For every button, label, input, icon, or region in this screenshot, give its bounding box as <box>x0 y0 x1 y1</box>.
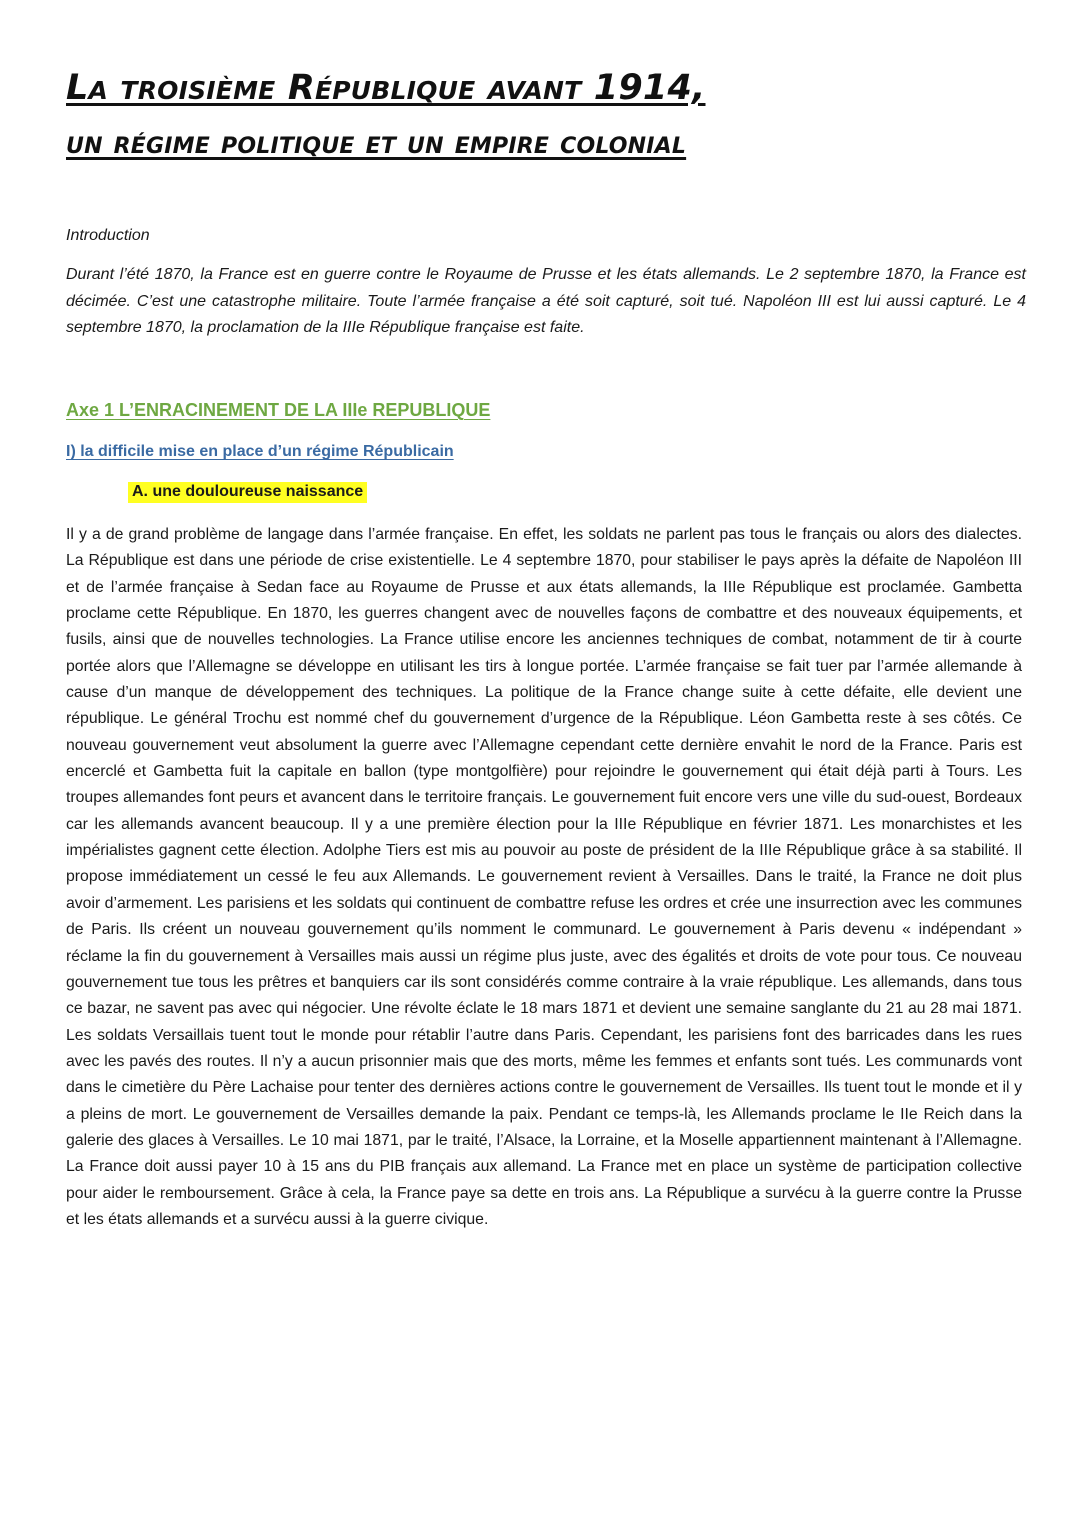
body-paragraph: Il y a de grand problème de langage dans l’armée française. En effet, les soldats ne parlent pas tous le français ou alors des dialectes. La République est dans une période de crise existentielle. Le 4 septembre 1870, pour stabiliser le pays après la défaite de Napoléon III et de l’armée française à Sedan face au Royaume de Prusse et aux états allemands, la IIIe République est proclamée. Gambetta proclame cette République. En 1870, les guerres changent avec de nouvelles façons de combattre et des nouveaux équipements, et fusils, ainsi que de nouvelles technologies. La France utilise encore les anciennes techniques de combat, notamment de tir à courte portée alors que l’Allemagne se développe en utilisant les tirs à longue portée. L’armée française se fait tuer par l’armée allemande à cause d’un manque de développement des techniques. La politique de la France change suite à cette défaite, elle devient une république. Le général Trochu est nommé chef du gouvernement d’urgence de la République. Léon Gambetta reste à ses côtés. Ce nouveau gouvernement veut absolument la guerre avec l’Allemagne cependant cette dernière envahit le nord de la France. Paris est encerclé et Gambetta fuit la capitale en ballon (type montgolfière) pour rejoindre le gouvernement qui était déjà parti à Tours. Les troupes allemandes font peurs et avancent dans le territoire français. Le gouvernement fuit encore vers une ville du sud-ouest, Bordeaux car les allemands avancent beaucoup. Il y a une première élection pour la IIIe République en février 1871. Les monarchistes et les impérialistes gagnent cette élection. Adolphe Tiers est mis au pouvoir au poste de président de la IIIe République grâce à sa stabilité. Il propose immédiatement un cessé le feu aux Allemands. Le gouvernement revient à Versailles. Dans le traité, la France ne doit plus avoir d’armement. Les parisiens et les soldats qui continuent de combattre refuse les ordres et crée une insurrection avec les communes de Paris. Ils créent un nouveau gouvernement qu’ils nomment le communard. Le gouvernement à Paris devenu « indépendant » réclame la fin du gouvernement à Versailles mais aussi un régime plus juste, avec des égalités et droits de vote pour tous. Ce nouveau gouvernement tue tous les prêtres et banquiers car ils sont considérés comme contraire à la vraie république. Les allemands, dans tous ce bazar, ne savent pas avec qui négocier. Une révolte éclate le 18 mars 1871 et devient une semaine sanglante du 21 au 28 mai 1871. Les soldats Versaillais tuent tout le monde pour rétablir l’autre dans Paris. Cependant, les parisiens font des barricades dans les rues avec les pavés des routes. Il n’y a aucun prisonnier mais que des morts, même les femmes et enfants sont tués. Les communards vont dans le cimetière du Père Lachaise pour tenter des dernières actions contre le gouvernement de Versailles. Ils tuent tout le monde et il y a pleins de mort. Le gouvernement de Versailles demande la paix. Pendant ce temps-là, les Allemands proclame le IIe Reich dans la galerie des glaces à Versailles. Le 10 mai 1871, par le traité, l’Alsace, la Lorraine, et la Moselle appartiennent maintenant à l’Allemagne. La France doit aussi payer 10 à 15 ans du PIB français aux allemand. La France met en place un système de participation collective pour aider le remboursement. Grâce à cela, la France paye sa dette en trois ans. La République a survécu à la guerre contre la Prusse et les états allemands et a survécu aussi à la guerre civique. <box>66 526 1022 1228</box>
introduction-paragraph: Durant l’été 1870, la France est en guerre contre le Royaume de Prusse et les états allemands. Le 2 septembre 1870, la France est décimée. C’est une catastrophe militaire. Toute l’armée française a été soit capturé, soit tué. Napoléon III est lui aussi capturé. Le 4 septembre 1870, la proclamation de la IIIe République française est faite. <box>66 266 1026 336</box>
section-subheading: I) la difficile mise en place d’un régime Républicain <box>66 443 454 460</box>
document-title-line-1: La troisième République avant 1914, <box>66 68 706 108</box>
introduction-label: Introduction <box>66 227 150 244</box>
highlighted-section-heading: A. une douloureuse naissance <box>128 482 367 503</box>
document-title-line-2: un régime politique et un empire colonial <box>66 125 687 161</box>
axe-heading: Axe 1 L’ENRACINEMENT DE LA IIIe REPUBLIQUE <box>66 400 491 420</box>
